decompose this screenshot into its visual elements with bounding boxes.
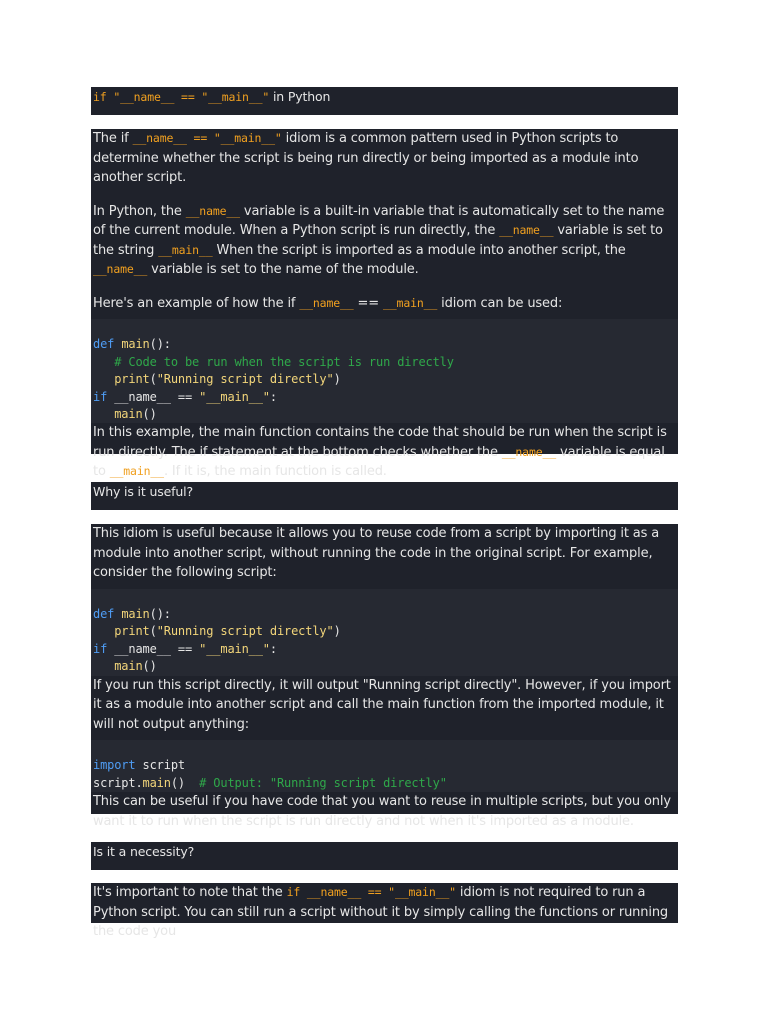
page-title xyxy=(91,87,678,115)
code-text: : xyxy=(269,389,277,404)
necessity-paragraph xyxy=(93,883,676,942)
inline-code: __name__ == "__main__" xyxy=(132,131,282,145)
function-name: main xyxy=(114,659,143,674)
text-span: When the script is imported as a module into another script, the xyxy=(212,242,626,258)
example-explanation-paragraph xyxy=(93,423,676,482)
text-span: variable is set to the name of the module. xyxy=(147,262,419,277)
code-text: script. xyxy=(93,775,143,790)
inline-code: __name__ xyxy=(501,444,557,459)
keyword: if xyxy=(93,389,108,404)
text-span: . If it is, the main function is called. xyxy=(163,464,387,480)
keyword: def xyxy=(93,606,115,621)
code-line: print("Running script directly") xyxy=(114,624,341,639)
inline-code: __name__ xyxy=(185,203,240,218)
text-span: idiom is a common pattern used in Python scripts to determine whether the script is being run directly or being imported as a module into another script. xyxy=(93,131,639,185)
string-literal: "__main__" xyxy=(199,389,270,404)
code-text: : xyxy=(269,641,277,656)
intro-paragraph xyxy=(93,129,676,188)
reuse-paragraph: This can be useful if you have code that you want to reuse in multiple scripts, but you only want it to run when the script is run directly and not when it's imported as a module. xyxy=(93,794,671,829)
inline-code: __main__ xyxy=(158,242,213,257)
inline-code: __main__ xyxy=(109,464,164,479)
usefulness-paragraph: This idiom is useful because it allows you to reuse code from a script by importing it as a module into another script, without running the code in the original script. For example, consider the following script: xyxy=(93,526,660,580)
code-line xyxy=(93,757,676,774)
inline-code: __name__ xyxy=(93,262,148,276)
code-line xyxy=(93,336,676,353)
function-name: main xyxy=(142,775,171,790)
text-span: variable is equal to xyxy=(93,444,665,480)
code-block-main-example xyxy=(91,319,678,423)
function-name: main xyxy=(121,606,150,621)
keyword: def xyxy=(93,337,115,352)
code-text: () xyxy=(170,775,200,790)
code-line xyxy=(93,606,676,623)
function-name: print xyxy=(114,372,150,387)
code-text: () xyxy=(142,659,157,674)
inline-code: __name__ xyxy=(499,223,554,237)
text-span: In this example, the main function contains the code that should be run when the script is run directly. The if statement at the bottom checks whether the xyxy=(93,425,667,460)
function-name: print xyxy=(114,624,150,639)
code-line xyxy=(93,389,676,406)
text-span: variable is a built-in variable that is automatically set to the name of the current module. When a Python script is run directly, the xyxy=(93,203,665,238)
text-span: variable is set to the string xyxy=(93,223,663,258)
import-explanation-paragraph: If you run this script directly, it will output "Running script directly". However, if you import it as a module into another script and call the main function from the imported module, it will not output anything: xyxy=(93,677,671,732)
code-line xyxy=(93,354,676,371)
function-name: main xyxy=(114,407,143,422)
code-text: __name__ == xyxy=(107,389,200,404)
keyword: if xyxy=(93,641,108,656)
name-variable-paragraph xyxy=(93,202,676,280)
code-text: (): xyxy=(149,606,171,621)
text-span: The if xyxy=(93,131,133,146)
inline-code: if __name__ == "__main__" xyxy=(286,885,456,899)
keyword: import xyxy=(93,758,136,773)
code-line xyxy=(93,406,676,423)
code-line xyxy=(93,775,676,792)
text-span: In Python, the xyxy=(93,203,186,219)
code-text: () xyxy=(142,407,157,422)
example-intro-paragraph xyxy=(93,294,676,314)
title-code: if "__name__ == "__main__" xyxy=(93,90,270,104)
text-span: It's important to note that the xyxy=(93,885,287,900)
code-comment: # Code to be run when the script is run directly xyxy=(114,354,454,369)
code-comment: # Output: "Running script directly" xyxy=(199,775,447,790)
inline-code: __name__ xyxy=(299,295,354,310)
code-text: (): xyxy=(149,337,171,352)
code-text: script xyxy=(135,758,185,773)
intro-section xyxy=(91,129,678,480)
code-text: __name__ == xyxy=(107,641,200,656)
text-span: Here's an example of how the if xyxy=(93,295,300,311)
string-literal: "Running script directly" xyxy=(156,624,334,639)
string-literal: "Running script directly" xyxy=(156,372,334,387)
code-block-import xyxy=(91,740,678,792)
string-literal: "__main__" xyxy=(199,641,270,656)
title-text: in Python xyxy=(269,89,331,104)
section-heading-necessity: Is it a necessity? xyxy=(91,842,678,870)
inline-code: __main__ xyxy=(383,295,438,310)
code-line xyxy=(93,658,676,675)
code-line: print("Running script directly") xyxy=(114,372,341,387)
code-line xyxy=(93,641,676,658)
function-name: main xyxy=(121,337,150,352)
code-block-script xyxy=(91,589,678,676)
section-heading-why-useful: Why is it useful? xyxy=(91,482,678,510)
text-span: == xyxy=(353,295,383,311)
text-span: idiom is not required to run a Python script. You can still run a script without it by simply calling the functions or running the code you xyxy=(93,885,669,939)
usefulness-section xyxy=(91,524,678,829)
text-span: idiom can be used: xyxy=(437,295,563,311)
necessity-section xyxy=(91,883,678,939)
